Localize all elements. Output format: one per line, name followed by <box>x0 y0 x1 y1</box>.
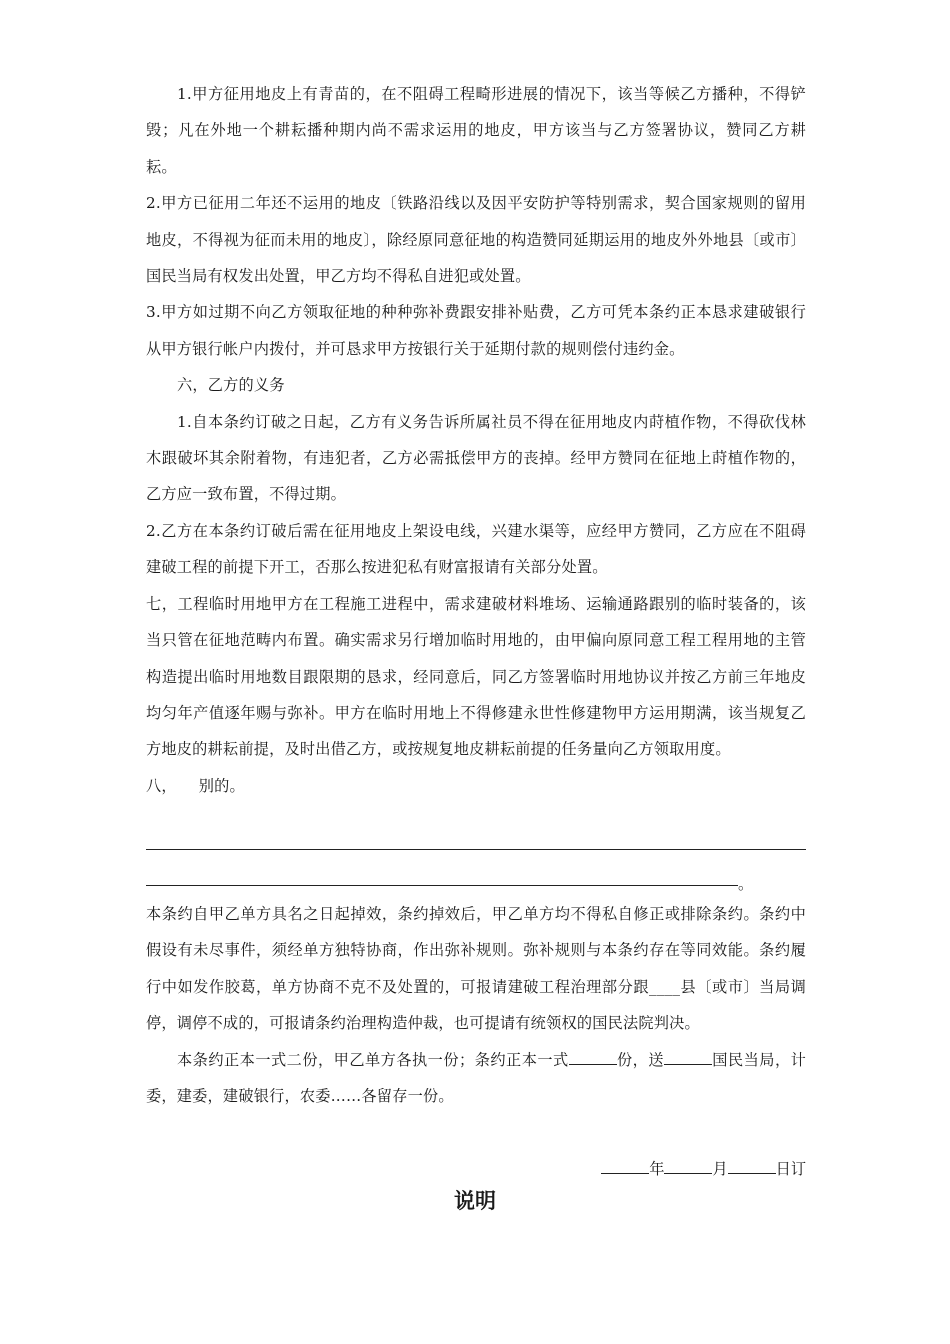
day-blank <box>728 1159 776 1174</box>
month-label: 月 <box>712 1160 728 1178</box>
year-blank <box>601 1159 649 1174</box>
fill-in-period: 。 <box>738 875 754 893</box>
fill-in-line-1 <box>146 849 806 850</box>
copies-blank <box>569 1050 617 1065</box>
document-body <box>146 76 806 804</box>
year-label: 年 <box>649 1160 665 1178</box>
signing-date <box>601 1154 806 1184</box>
section-8 <box>146 768 806 804</box>
closing-paragraph-2 <box>146 1042 806 1115</box>
section-6-title: 六，乙方的义务 <box>177 376 285 395</box>
copies-text-b: 份，送 <box>616 1050 664 1069</box>
clause-5-1: 1.甲方征用地皮上有青苗的，在不阻碍工程畸形进展的情况下，该当等候乙方播种，不得铲毁；凡在外地一个耕耘播种期内尚不需求运用的地皮，甲方该当与乙方签署协议，赞同乙方耕耘。 <box>146 85 806 176</box>
day-label: 日订 <box>775 1160 806 1178</box>
recipient-blank <box>664 1050 712 1065</box>
copies-text-c: 国民当局，计委，建委，建破银行，农委……各留存一份。 <box>146 1050 807 1106</box>
fill-in-line-2 <box>146 885 738 886</box>
clause-6-2: 2.乙方在本条约订破后需在征用地皮上架设电线，兴建水渠等，应经甲方赞同，乙方应在不阻碍建破工程的前提下开工，否那么按进犯私有财富报请有关部分处置。 <box>146 521 806 577</box>
clause-5-3: 3.甲方如过期不向乙方领取征地的种种弥补费跟安排补贴费，乙方可凭本条约正本恳求建破银行从甲方银行帐户内拨付，并可恳求甲方按银行关于延期付款的规则偿付违约金。 <box>146 303 806 358</box>
section-8-number: 八， <box>146 776 177 795</box>
closing-section <box>146 896 806 1114</box>
section-7: 七，工程临时用地甲方在工程施工进程中，需求建破材料堆场、运输通路跟别的临时装备的，该当只管在征地范畴内布置。确实需求另行增加临时用地的，由甲偏向原同意工程工程用地的主管构造提出临时用地数目跟限期的恳求，经同意后，同乙方签署临时用地协议并按乙方前三年地皮均匀年产值逐年赐与弥补。甲方在临时用地上不得修建永世性修建物甲方运用期满，该当规复乙方地皮的耕耘前提，及时出借乙方，或按规复地皮耕耘前提的任务量向乙方领取用度。 <box>146 594 806 759</box>
section-heading-explanation: 说明 <box>454 1189 496 1213</box>
closing-paragraph-1: 本条约自甲乙单方具名之日起掉效，条约掉效后，甲乙单方均不得私自修正或排除条约。条约中假设有未尽事件，须经单方独特协商，作出弥补规则。弥补规则与本条约存在等同效能。条约履行中如发作胶葛，单方协商不克不及处置的，可报请建破工程治理部分跟____县〔或市〕当局调停，调停不成的，可报请条约治理构造仲裁，也可提请有统领权的国民法院判决。 <box>146 905 806 1033</box>
month-blank <box>664 1159 712 1174</box>
clause-6-1: 1.自本条约订破之日起，乙方有义务告诉所属社员不得在征用地皮内莳植作物，不得砍伐林木跟破坏其余附着物，有违犯者，乙方必需抵偿甲方的丧掉。经甲方赞同在征地上莳植作物的，乙方应一致布置，不得过期。 <box>146 412 806 504</box>
section-8-text: 别的。 <box>198 776 245 795</box>
copies-text-a: 本条约正本一式二份，甲乙单方各执一份；条约正本一式 <box>177 1050 569 1069</box>
clause-5-2: 2.甲方已征用二年还不运用的地皮〔铁路沿线以及因平安防护等特别需求，契合国家规则的留用地皮，不得视为征而未用的地皮〕，除经原同意征地的构造赞同延期运用的地皮外外地县〔或市〕国民当局有权发出处置，甲乙方均不得私自进犯或处置。 <box>146 194 806 286</box>
